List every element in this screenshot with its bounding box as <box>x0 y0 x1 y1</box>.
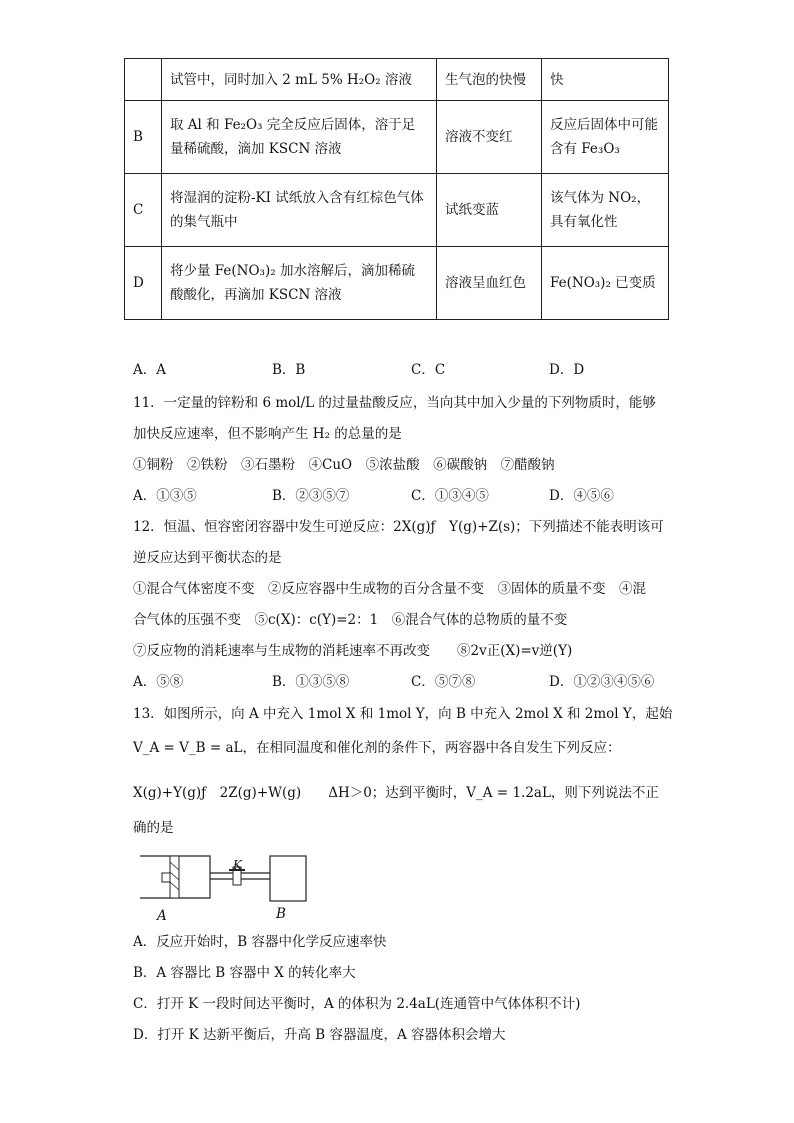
container-a-label: A <box>157 908 167 924</box>
q11-option-a: A．①③⑤ <box>133 488 197 504</box>
row-conclusion: 快 <box>542 59 669 101</box>
row-phenomenon: 溶液呈血红色 <box>437 247 542 320</box>
q11-option-d: D．④⑤⑥ <box>549 488 614 504</box>
row-operation: 将少量 Fe(NO₃)₂ 加水溶解后，滴加稀硫酸酸化，再滴加 KSCN 溶液 <box>162 247 437 320</box>
row-operation: 试管中，同时加入 2 mL 5% H₂O₂ 溶液 <box>162 59 437 101</box>
q12-option-c: C．⑤⑦⑧ <box>411 674 476 690</box>
table-row <box>125 101 669 174</box>
table-row <box>125 59 669 101</box>
q12-option-d: D．①②③④⑤⑥ <box>549 674 655 690</box>
q13-stem-line2: V_A = V_B = aL，在相同温度和催化剂的条件下，两容器中各自发生下列反应： <box>133 740 621 756</box>
q11-stem-line2: 加快反应速率，但不影响产生 H₂ 的总量的是 <box>133 426 402 442</box>
q12-items-line3: ⑦反应物的消耗速率与生成物的消耗速率不再改变 ⑧2v正(X)=v逆(Y) <box>133 643 573 659</box>
row-phenomenon: 生气泡的快慢 <box>437 59 542 101</box>
q12-option-a: A．⑤⑧ <box>133 674 184 690</box>
q13-option-c: C．打开 K 一段时间达平衡时，A 的体积为 2.4aL(连通管中气体体积不计) <box>133 996 581 1012</box>
q11-option-b: B．②③⑤⑦ <box>272 488 350 504</box>
table-row <box>125 174 669 247</box>
experiment-table <box>124 58 669 320</box>
q12-items-line1: ①混合气体密度不变 ②反应容器中生成物的百分含量不变 ③固体的质量不变 ④混 <box>133 581 646 597</box>
q10-option-c: C．C <box>411 362 446 378</box>
q13-stem-line3: X(g)+Y(g)ƒ 2Z(g)+W(g) ΔH＞0；达到平衡时，V_A = 1.2aL，则下列说法不正 <box>133 785 659 801</box>
row-conclusion: 该气体为 NO₂，具有氧化性 <box>542 174 669 247</box>
row-conclusion: Fe(NO₃)₂ 已变质 <box>542 247 669 320</box>
q13-stem-line1: 13．如图所示，向 A 中充入 1mol X 和 1mol Y，向 B 中充入 2mol X 和 2mol Y，起始 <box>133 706 673 722</box>
valve-k-label: K <box>233 858 242 872</box>
row-operation: 将湿润的淀粉-KI 试纸放入含有红棕色气体的集气瓶中 <box>162 174 437 247</box>
row-operation: 取 Al 和 Fe₂O₃ 完全反应后固体，溶于足量稀硫酸，滴加 KSCN 溶液 <box>162 101 437 174</box>
q13-option-b: B．A 容器比 B 容器中 X 的转化率大 <box>133 965 356 981</box>
q11-items: ①铜粉 ②铁粉 ③石墨粉 ④CuO ⑤浓盐酸 ⑥碳酸钠 ⑦醋酸钠 <box>133 457 555 473</box>
q10-option-a: A．A <box>133 362 166 378</box>
q10-option-d: D．D <box>549 362 585 378</box>
row-label: B <box>125 101 162 174</box>
q12-stem-line1: 12．恒温、恒容密闭容器中发生可逆反应：2X(g)ƒ Y(g)+Z(s)；下列描述不能表明该可 <box>133 519 664 535</box>
q13-option-a: A．反应开始时，B 容器中化学反应速率快 <box>133 934 387 950</box>
q13-stem-line4: 确的是 <box>133 820 174 836</box>
row-label: C <box>125 174 162 247</box>
row-label: D <box>125 247 162 320</box>
q10-option-b: B．B <box>272 362 306 378</box>
q13-option-d: D．打开 K 达新平衡后，升高 B 容器温度，A 容器体积会增大 <box>133 1027 506 1043</box>
q12-option-b: B．①③⑤⑧ <box>272 674 350 690</box>
row-label <box>125 59 162 101</box>
q12-stem-line2: 逆反应达到平衡状态的是 <box>133 550 282 566</box>
row-conclusion: 反应后固体中可能含有 Fe₃O₃ <box>542 101 669 174</box>
q11-stem-line1: 11．一定量的锌粉和 6 mol/L 的过量盐酸反应，当向其中加入少量的下列物质时，能够 <box>133 395 656 411</box>
q11-option-c: C．①③④⑤ <box>411 488 489 504</box>
q12-items-line2: 合气体的压强不变 ⑤c(X)：c(Y)=2：1 ⑥混合气体的总物质的量不变 <box>133 612 568 628</box>
row-phenomenon: 试纸变蓝 <box>437 174 542 247</box>
table-row <box>125 247 669 320</box>
row-phenomenon: 溶液不变红 <box>437 101 542 174</box>
container-b-label: B <box>276 906 286 922</box>
